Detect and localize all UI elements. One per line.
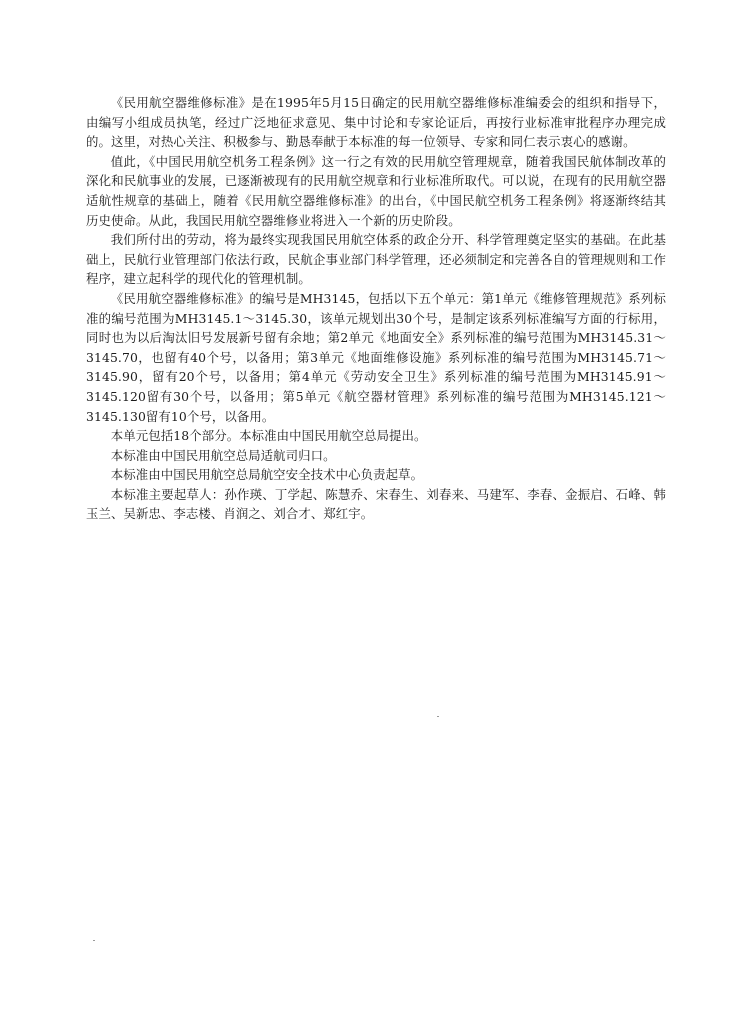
paragraph-drafters: 本标准主要起草人：孙作瑛、丁学起、陈慧乔、宋春生、刘春来、马建军、李春、金振启、石峰、韩玉兰、吴新忠、李志楼、肖润之、刘合才、郑红宇。 xyxy=(86,486,666,522)
scan-speck xyxy=(437,716,439,717)
paragraph-regulation-transition: 值此，《中国民用航空机务工程条例》这一行之有效的民用航空管理规章，随着我国民航体制改革的深化和民航事业的发展，已逐渐被现有的民用航空规章和行业标准所取代。可以说，在现有的民用航空器适航性规章的基础上，随着《民用航空器维修标准》的出台，《中国民航空机务工程条例》将逐渐终结其历史使命。从此，我国民用航空器维修业将进入一个新的历史阶段。 xyxy=(86,153,666,228)
paragraph-responsible-department: 本标准由中国民用航空总局适航司归口。 xyxy=(110,447,336,463)
paragraph-management-foundation: 我们所付出的劳动，将为最终实现我国民用航空体系的政企分开、科学管理奠定坚实的基础。在此基础上，民航行业管理部门依法行政，民航企事业部门科学管理，还必须制定和完善各自的管理规则和工作程序，建立起科学的现代化的管理机制。 xyxy=(86,232,666,287)
paragraph-acknowledgement: 《民用航空器维修标准》是在1995年5月15日确定的民用航空器维修标准编委会的组织和指导下，由编写小组成员执笔，经过广泛地征求意见、集中讨论和专家论证后，再按行业标准审批程序办理完成的。这里，对热心关注、积极参与、勤恳奉献于本标准的每一位领导、专家和同仁表示衷心的感谢。 xyxy=(86,95,666,150)
foreword-body xyxy=(86,93,666,524)
paragraph-unit-scope: 本单元包括18个部分。本标准由中国民用航空总局提出。 xyxy=(110,428,427,444)
paragraph-numbering-scheme: 《民用航空器维修标准》的编号是MH3145，包括以下五个单元：第1单元《维修管理规范》系列标准的编号范围为MH3145.1～3145.30，该单元规划出30个号，是制定该系列标准编写方面的行标用，同时也为以后淘汰旧号发展新号留有余地；第2单元《地面安全》系列标准的编号范围为MH3145.31～3145.70，也留有40个号，以备用；第3单元《地面维修设施》系列标准的编号范围为MH3145.71～3145.90，留有20个号，以备用；第4单元《劳动安全卫生》系列标准的编号范围为MH3145.91～3145.120留有30个号，以备用；第5单元《航空器材管理》系列标准的编号范围为MH3145.121～3145.130留有10个号，以备用。 xyxy=(86,290,666,424)
paragraph-drafting-organization: 本标准由中国民用航空总局航空安全技术中心负责起草。 xyxy=(110,467,424,483)
scan-speck xyxy=(93,940,95,941)
